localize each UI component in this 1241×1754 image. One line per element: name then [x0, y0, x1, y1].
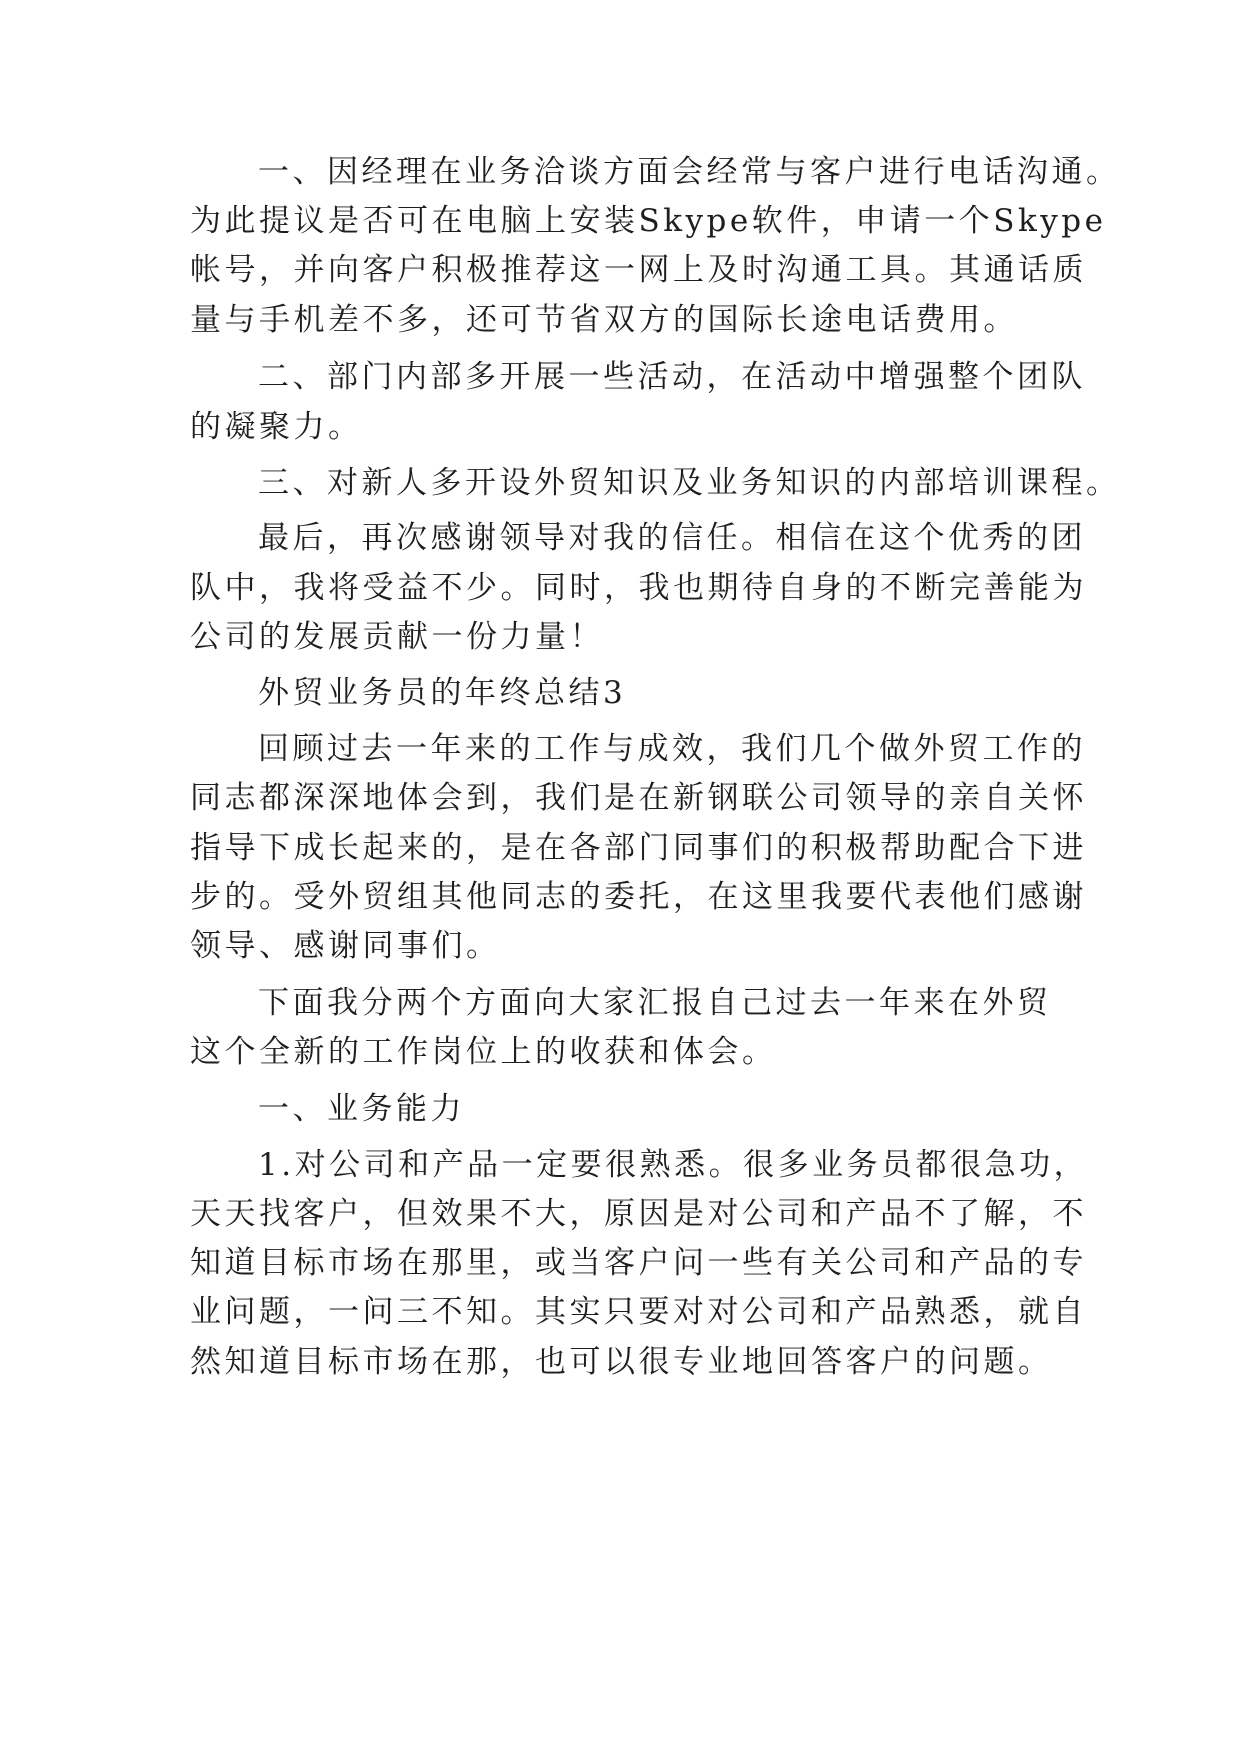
- paragraph-line: 下面我分两个方面向大家汇报自己过去一年来在外贸: [258, 985, 1052, 1021]
- paragraph-line: 公司的发展贡献一份力量！: [190, 619, 604, 655]
- paragraph-line: 同志都深深地体会到，我们是在新钢联公司领导的亲自关怀: [190, 780, 1087, 816]
- subsection-heading: 一、业务能力: [258, 1091, 465, 1127]
- paragraph-line: 业问题，一问三不知。其实只要对对公司和产品熟悉，就自: [190, 1294, 1087, 1330]
- paragraph-line: 1.对公司和产品一定要很熟悉。很多业务员都很急功，: [258, 1147, 1089, 1183]
- paragraph-line: 二、部门内部多开展一些活动，在活动中增强整个团队: [258, 359, 1086, 395]
- paragraph-line: 一、因经理在业务洽谈方面会经常与客户进行电话沟通。: [258, 154, 1121, 190]
- paragraph-line: 然知道目标市场在那，也可以很专业地回答客户的问题。: [190, 1344, 1053, 1380]
- paragraph-line: 最后，再次感谢领导对我的信任。相信在这个优秀的团: [258, 520, 1086, 556]
- paragraph-line: 领导、感谢同事们。: [190, 928, 501, 964]
- paragraph-line: 为此提议是否可在电脑上安装Skype软件，申请一个Skype: [190, 203, 1107, 239]
- section-heading: 外贸业务员的年终总结3: [258, 675, 627, 711]
- paragraph-line: 回顾过去一年来的工作与成效，我们几个做外贸工作的: [258, 731, 1086, 767]
- paragraph-line: 步的。受外贸组其他同志的委托，在这里我要代表他们感谢: [190, 879, 1087, 915]
- paragraph-line: 的凝聚力。: [190, 409, 363, 445]
- paragraph-line: 帐号，并向客户积极推荐这一网上及时沟通工具。其通话质: [190, 252, 1087, 288]
- paragraph-line: 指导下成长起来的，是在各部门同事们的积极帮助配合下进: [190, 830, 1087, 866]
- paragraph-line: 量与手机差不多，还可节省双方的国际长途电话费用。: [190, 302, 1018, 338]
- paragraph-line: 队中，我将受益不少。同时，我也期待自身的不断完善能为: [190, 570, 1087, 606]
- paragraph-line: 知道目标市场在那里，或当客户问一些有关公司和产品的专: [190, 1245, 1087, 1281]
- paragraph-line: 天天找客户，但效果不大，原因是对公司和产品不了解，不: [190, 1196, 1087, 1232]
- paragraph-line: 这个全新的工作岗位上的收获和体会。: [190, 1034, 777, 1070]
- paragraph-line: 三、对新人多开设外贸知识及业务知识的内部培训课程。: [258, 465, 1121, 501]
